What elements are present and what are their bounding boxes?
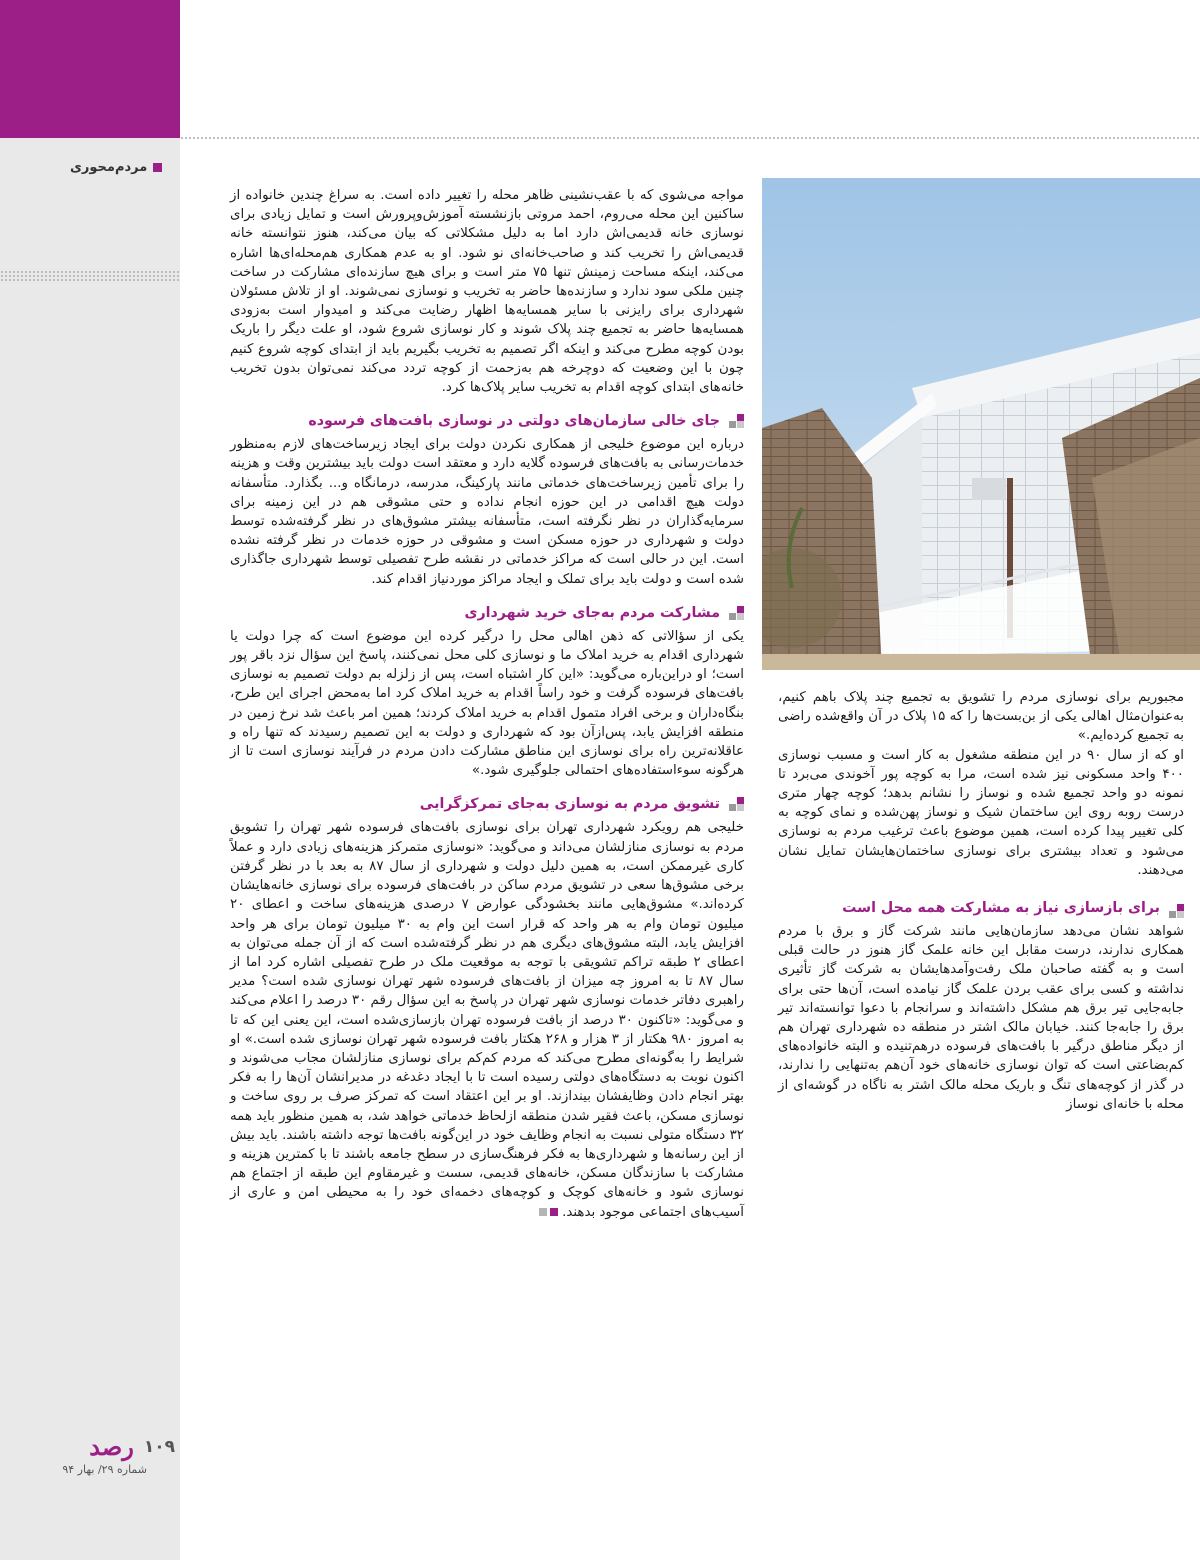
heading-squares-icon — [1168, 904, 1184, 918]
sidebar-dotted-band — [0, 270, 180, 282]
subheading-text: جای خالی سازمان‌های دولتی در نوسازی بافت‌های فرسوده — [308, 413, 720, 430]
heading-squares-icon — [728, 606, 744, 620]
sidebar-color-block — [0, 0, 180, 138]
section-label — [70, 160, 170, 175]
paragraph-text: خلیجی هم رویکرد شهرداری تهران برای نوسازی بافت‌های فرسوده شهر تهران را تشویق مردم به نوسازی منازلشان می‌داند و می‌گوید: «نوسازی متمرکز هزینه‌های زیادی دارد و عملاً کاری غیرممکن است، به همین دلیل دولت و شهرداری از سال ۸۷ به بعد با در نظر گرفتن برخی مشوق‌ها سعی در تشویق مردم ساکن در بافت‌های فرسوده برای نوسازی خانه‌هایشان کرده‌اند.» مشوق‌هایی مانند بخشودگی عوارض ۷ درصدی هزینه‌های ساخت و اعطای ۲۰ میلیون تومان وام به هر واحد که قرار است این وام به ۳۰ میلیون تومان برای هر واحد افزایش یابد، البته مشوق‌های دیگری هم در نظر گرفته‌شده است که از آن جمله می‌توان به اعطای ۲ طبقه تراکم تشویقی با توجه به موقعیت ملک در طرح تفصیلی اشاره کرد اما از سال ۸۷ تا به امروز چه میزان از بافت‌های فرسوده شهر تهران نوسازی شده است؟ مدیر راهبری دفاتر خدمات نوسازی شهر تهران در پاسخ به این سؤال رقم ۳۰ درصد را اعلام می‌کند و می‌گوید: «تاکنون ۳۰ درصد از بافت فرسوده تهران بازسازی‌شده است، این یعنی این که تا به امروز ۹۸۰ هکتار از ۳ هزار و ۲۶۸ هکتار بافت فرسوده شهر تهران نوسازی شده است.» او شرایط را به‌گونه‌ای مطرح می‌کند که مردم کم‌کم برای نوسازی منازلشان مجاب می‌شوند و اکنون نوبت به دستگاه‌های دولتی رسیده است تا با ایجاد دغدغه در مدیرانشان آن‌ها را به فکر بهتر انجام دادن وظایفشان بیندازند. او بر این اعتقاد است که تمرکز صرف بر روی ساخت و نوسازی مسکن، باعث فقیر شدن منطقه ازلحاظ خدماتی خواهد شد، به همین منظور باید همه ۳۲ دستگاه متولی نسبت به انجام وظایف خود در این‌گونه بافت‌ها توجه داشته باشند. باید بیش از این رسانه‌ها و شهرداری‌ها به فکر فرهنگ‌سازی در سطح جامعه باشند تا با کمترین هزینه و مشارکت با سازندگان مسکن، خانه‌های قدیمی، سست و غیرمقاوم این طبقه از اجتماع هم نوسازی شود و خانه‌های کوچک و کوچه‌های دخمه‌ای خود را به محیطی امن و عاری از آسیب‌های اجتماعی موجود بدهند. — [230, 820, 745, 1220]
article-right-column — [778, 688, 1184, 1114]
paragraph: مواجه می‌شوی که با عقب‌نشینی ظاهر محله را تغییر داده است. به سراغ چندین خانواده از ساکنین این محله می‌روم، احمد مروتی بازنشسته آموزش‌وپرورش است و تمایل زیادی برای نوسازی خانه قدیمی‌اش دارد اما به دلیل مشکلاتی که بیان می‌کند، هنوز نتوانسته خانه قدیمی‌اش را تخریب کند و صاحب‌خانه‌ای نو شود. او به عدم همکاری هم‌محله‌ای‌ها اشاره می‌کند، اینکه مساحت زمینش تنها ۷۵ متر است و برای هیچ سازنده‌ای مشارکت در ساخت چنین ملکی سود ندارد و سازنده‌ها حاضر به تخریب و نوسازی نمی‌شوند. او از تلاش مسئولان شهرداری برای رایزنی با سایر همسایه‌ها اظهار رضایت می‌کند و امیدوار است به‌زودی همسایه‌ها حاضر به تجمیع چند پلاک شوند و کار نوسازی شروع شود، او علت دیگر را باریک بودن کوچه مطرح می‌کند و اینکه اگر تصمیم به تخریب بگیریم باید از ابتدای کوچه شروع کنیم چون با این وضعیت که دوچرخه هم به‌زحمت از کوچه تردد می‌کند نمی‌توان بدون تخریب خانه‌های ابتدای کوچه اقدام به تخریب سایر پلاک‌ها کرد. — [230, 188, 744, 396]
heading-squares-icon — [728, 797, 744, 811]
page-footer — [40, 1432, 175, 1476]
issue-info: شماره ۲۹/ بهار ۹۴ — [62, 1463, 147, 1476]
article-photo — [762, 178, 1200, 670]
subheading-text: تشویق مردم به نوسازی به‌جای تمرکزگرایی — [419, 796, 720, 813]
section-label-text: مردم‌محوری — [70, 160, 148, 175]
section-square-icon — [153, 163, 162, 172]
subheading — [778, 898, 1184, 918]
subheading — [230, 411, 744, 431]
heading-squares-icon — [728, 414, 744, 428]
paragraph: درباره این موضوع خلیجی از همکاری نکردن دولت برای ایجاد زیرساخت‌های لازم به‌منظور خدمات‌رسانی به بافت‌های فرسوده گلایه دارد و معتقد است دولت باید بیشترین وقت و هزینه را برای تأمین زیرساخت‌های خدماتی مانند پارکینگ، مدرسه، درمانگاه و... بگذارد. متأسفانه دولت هیچ اقدامی در این حوزه انجام نداده و حتی مشوقی هم در این زمینه برای سرمایه‌گذاران در نظر نگرفته است، متأسفانه بیشتر مشوق‌های در نظر گرفته‌شده توسط دولت و شهرداری در حوزه مسکن است و مشوقی در حوزه خدمات در نظر گرفته نشده است. این در حالی است که مراکز خدماتی در نقشه طرح تفصیلی توسط شهرداری جاگذاری شده است و دولت باید برای تملک و ایجاد مراکز موردنیاز اقدام کند. — [230, 437, 744, 587]
subheading-text: مشارکت مردم به‌جای خرید شهرداری — [464, 604, 720, 621]
subheading — [230, 603, 744, 623]
page-number: ۱۰۹ — [143, 1436, 175, 1457]
magazine-logo: رصد — [89, 1432, 134, 1461]
paragraph: شواهد نشان می‌دهد سازمان‌هایی مانند شرکت گاز و برق با مردم همکاری ندارند، درست مقابل این خانه علمک گاز هنوز در حالت قبلی است و به گفته صاحبان ملک رفت‌وآمدهایشان به شرکت گاز تأثیری نداشته و کسی برای عقب بردن علمک گاز نیامده است، آن‌ها حتی برای جابه‌جایی تیر برق هم مشکل داشته‌اند و سرانجام با دعوا توانسته‌اند تیر برق را جابه‌جا کنند. خیابان مالک اشتر در منطقه ده شهرداری تهران هم از دیگر مناطق درگیر با بافت‌های فرسوده درهم‌تنیده و البته خانواده‌های کم‌بضاعتی است که توان نوسازی خانه‌های خود آن‌هم به‌تنهایی را ندارند، در گذر از کوچه‌های تنگ و باریک محله مالک اشتر به ناگاه در گوشه‌ای از محله با خانه‌ای نوساز — [778, 924, 1184, 1112]
sidebar — [0, 0, 180, 1560]
article-left-column — [230, 186, 744, 1222]
paragraph-final — [230, 818, 744, 1221]
subheading-text: برای بازسازی نیاز به مشارکت همه محل است — [842, 900, 1160, 917]
building-photo-icon — [762, 178, 1200, 670]
subheading — [230, 794, 744, 814]
paragraph: یکی از سؤالاتی که ذهن اهالی محل را درگیر کرده این موضوع است که چرا دولت یا شهرداری اقدام به خرید املاک ما و نوسازی کلی محل نمی‌کنند، پاسخ این سؤال نزد باقر پور است؛ او دراین‌باره می‌گوید: «این کار اشتباه است، پس از زلزله بم دولت تصمیم به نوسازی بافت‌های فرسوده گرفت و خود راساً اقدام به خرید املاک کرد اما به‌محض اجرای این طرح، بنگاه‌داران و برخی افراد متمول اقدام به خرید املاک کردند؛ همین امر باعث شد نرخ زمین در منطقه افزایش یابد، پس‌ازآن بود که شهرداری و دولت به این تصمیم رسیدند که تنها راه و عاقلانه‌ترین راه برای نوسازی این مناطق مشارکت دادن مردم در فرآیند نوسازی است تا از هرگونه سوءاستفاده‌های احتمالی جلوگیری شود.» — [230, 628, 744, 779]
paragraph: مجبوریم برای نوسازی مردم را تشویق به تجمیع چند پلاک باهم کنیم، به‌عنوان‌مثال اهالی یکی از بن‌بست‌ها را که ۱۵ پلاک در آن واقع‌شده راضی به تجمیع کرده‌ایم.» — [778, 690, 1184, 744]
paragraph: او که از سال ۹۰ در این منطقه مشغول به کار است و مسبب نوسازی ۴۰۰ واحد مسکونی نیز شده است، مرا به کوچه پور آخوندی می‌برد تا نمونه دو واحد تجمیع شده و نوساز را نشانم بدهد؛ کوچه چهار متری درست روبه روی این ساختمان شیک و نوساز پهن‌شده و نمای کوچه به کلی تغییر پیدا کرده است، همین موضوع باعث ترغیب مردم به نوسازی می‌شود و تعداد بیشتری برای نوسازی ساختمان‌هایشان تمایل نشان می‌دهند. — [778, 747, 1185, 878]
top-dotted-rule — [180, 136, 1200, 140]
end-mark-icon — [536, 1208, 558, 1216]
